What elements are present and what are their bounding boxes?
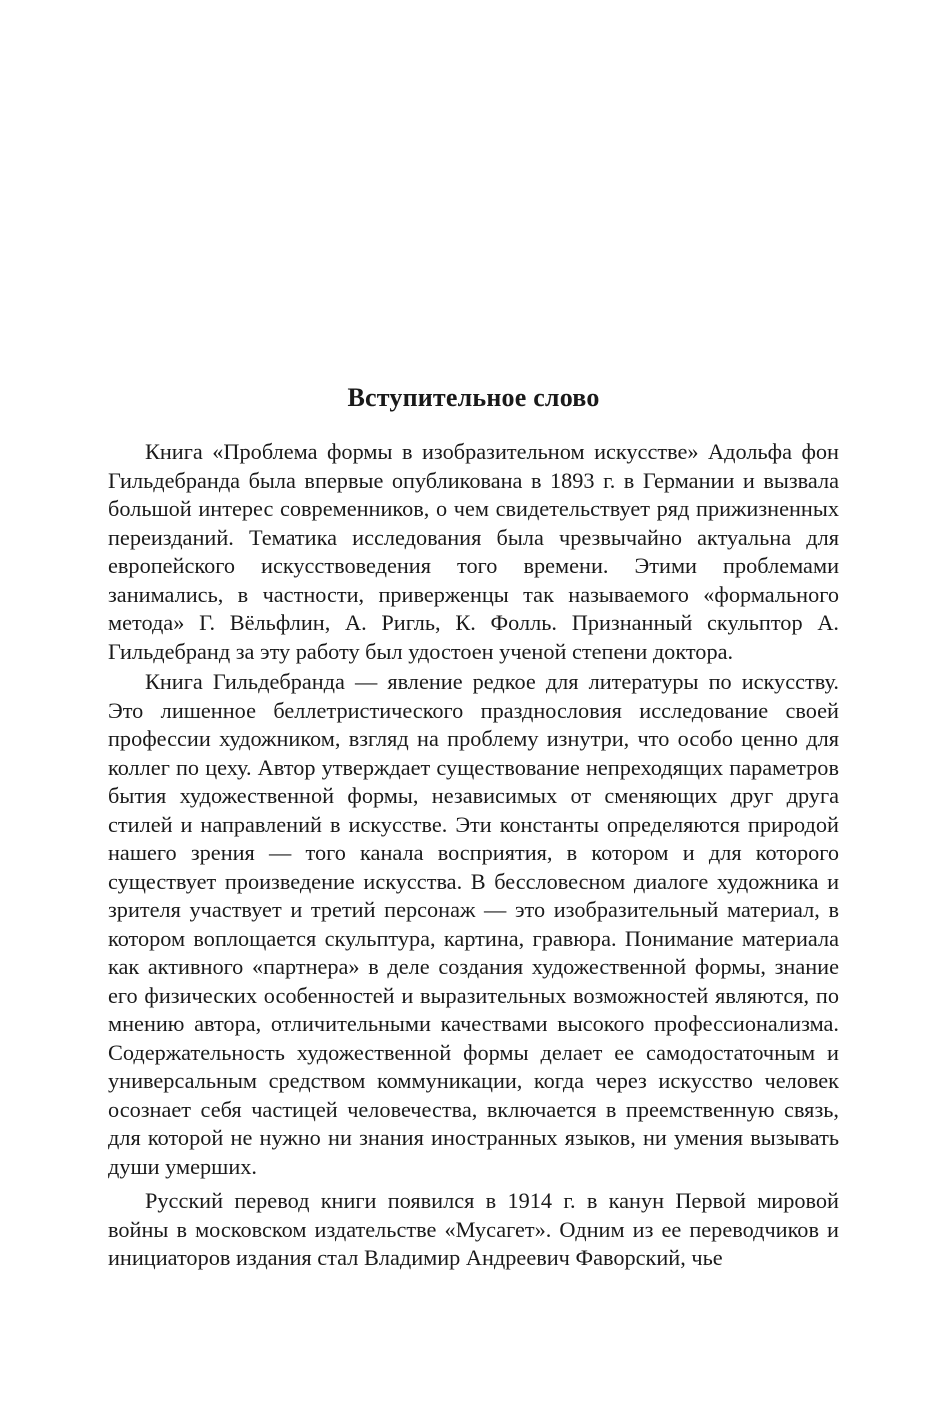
paragraph-3: Русский перевод книги появился в 1914 г. в канун Первой мировой войны в московском издательстве «Мусагет». Одним из ее переводчиков и инициаторов издания стал Владимир Андреевич Фаворский, чье [108,1188,839,1270]
paragraph-1: Книга «Проблема формы в изобразительном искусстве» Адольфа фон Гильдебранда была впервые опубликована в 1893 г. в Германии и вызвала большой интерес современников, о чем свидетельствует ряд прижизненных переизданий. Тематика исследования была чрезвычайно актуальна для европейского искусствоведения того времени. Этими проблемами занимались, в частности, приверженцы так называемого «формального метода» Г. Вёльфлин, А. Ригль, К. Фолль. Признанный скульптор А. Гильдебранд за эту работу был удостоен ученой степени доктора. [108,439,839,664]
document-page [108,378,839,1273]
page-title: Вступительное слово [347,383,600,412]
paragraph-2: Книга Гильдебранда — явление редкое для литературы по искусству. Это лишенное беллетристического празднословия исследование своей профессии художником, взгляд на проблему изнутри, что особо ценно для коллег по цеху. Автор утверждает существование непреходящих параметров бытия художественной формы, независимых от сменяющих друг друга стилей и направлений в искусстве. Эти константы определяются природой нашего зрения — того канала восприятия, в котором и для которого существует произведение искусства. В бессловесном диалоге художника и зрителя участвует и третий персонаж — это изобразительный материал, в котором воплощается скульптура, картина, гравюра. Понимание материала как активного «партнера» в деле создания художественной формы, знание его физических особенностей и выразительных возможностей являются, по мнению автора, отличительными качествами высокого профессионализма. Содержательность художественной формы делает ее самодостаточным и универсальным средством коммуникации, когда через искусство человек осознает себя частицей человечества, включается в преемственную связь, для которой не нужно ни знания иностранных языков, ни умения вызывать души умерших. [108,669,839,1179]
